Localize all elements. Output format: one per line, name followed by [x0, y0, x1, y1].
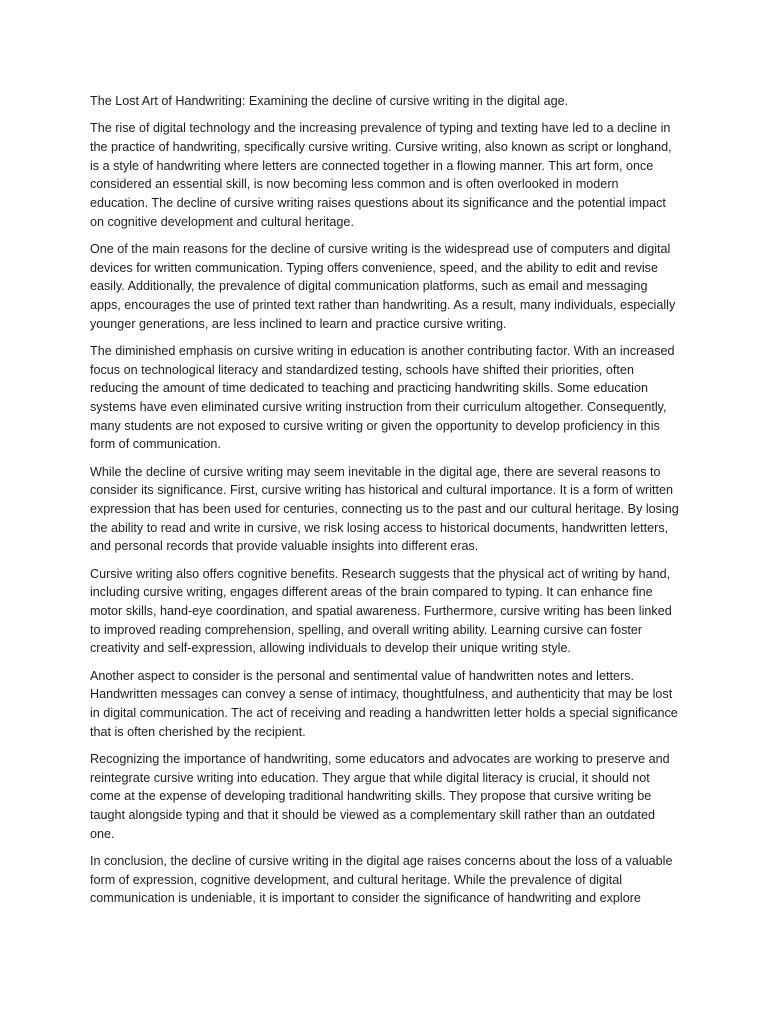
paragraph-significance: While the decline of cursive writing may seem inevitable in the digital age, there are several reasons to consider its significance. First, cursive writing has historical and cultural importance. It is a form of written expression that has been used for centuries, connecting us to the past and our cultural heritage. By losing the ability to read and write in cursive, we risk losing access to historical documents, handwritten letters, and personal records that provide valuable insights into different eras. [90, 464, 679, 554]
document-title: The Lost Art of Handwriting: Examining the decline of cursive writing in the digital age. [90, 94, 569, 108]
paragraph-conclusion: In conclusion, the decline of cursive writing in the digital age raises concerns about the loss of a valuable form of expression, cognitive development, and cultural heritage. While the prevalence of digital communication is undeniable, it is important to consider the significance of handwriting and explore [90, 854, 673, 906]
paragraph-cognitive: Cursive writing also offers cognitive benefits. Research suggests that the physical act of writing by hand, including cursive writing, engages different areas of the brain compared to typing. It can enhance fine motor skills, hand-eye coordination, and spatial awareness. Furthermore, cursive writing has been linked to improved reading comprehension, spelling, and overall writing ability. Learning cursive can foster creativity and self-expression, allowing individuals to develop their unique writing style. [90, 566, 672, 656]
paragraph-education: The diminished emphasis on cursive writing in education is another contributing factor. With an increased focus on technological literacy and standardized testing, schools have shifted their priorities, often reducing the amount of time dedicated to teaching and practicing handwriting skills. Some education systems have even eliminated cursive writing instruction from their curriculum altogether. Consequently, many students are not exposed to cursive writing or given the opportunity to develop proficiency in this form of communication. [90, 343, 675, 452]
paragraph-sentimental: Another aspect to consider is the personal and sentimental value of handwritten notes and letters. Handwritten messages can convey a sense of intimacy, thoughtfulness, and authenticity that may be lost in digital communication. The act of receiving and reading a handwritten letter holds a special significance that is often cherished by the recipient. [90, 668, 678, 739]
paragraph-reasons: One of the main reasons for the decline of cursive writing is the widespread use of computers and digital devices for written communication. Typing offers convenience, speed, and the ability to edit and revise easily. Additionally, the prevalence of digital communication platforms, such as email and messaging apps, encourages the use of printed text rather than handwriting. As a result, many individuals, especially younger generations, are less inclined to learn and practice cursive writing. [90, 241, 676, 331]
paragraph-intro: The rise of digital technology and the increasing prevalence of typing and texting have led to a decline in the practice of handwriting, specifically cursive writing. Cursive writing, also known as script or longhand, is a style of handwriting where letters are connected together in a flowing manner. This art form, once considered an essential skill, is now becoming less common and is often overlooked in modern education. The decline of cursive writing raises questions about its significance and the potential impact on cognitive development and cultural heritage. [90, 121, 672, 229]
paragraph-preservation: Recognizing the importance of handwriting, some educators and advocates are working to preserve and reintegrate cursive writing into education. They argue that while digital literacy is crucial, it should not come at the expense of developing traditional handwriting skills. They propose that cursive writing be taught alongside typing and that it should be viewed as a complementary skill rather than an outdated one. [90, 752, 670, 841]
document-page [90, 92, 680, 917]
